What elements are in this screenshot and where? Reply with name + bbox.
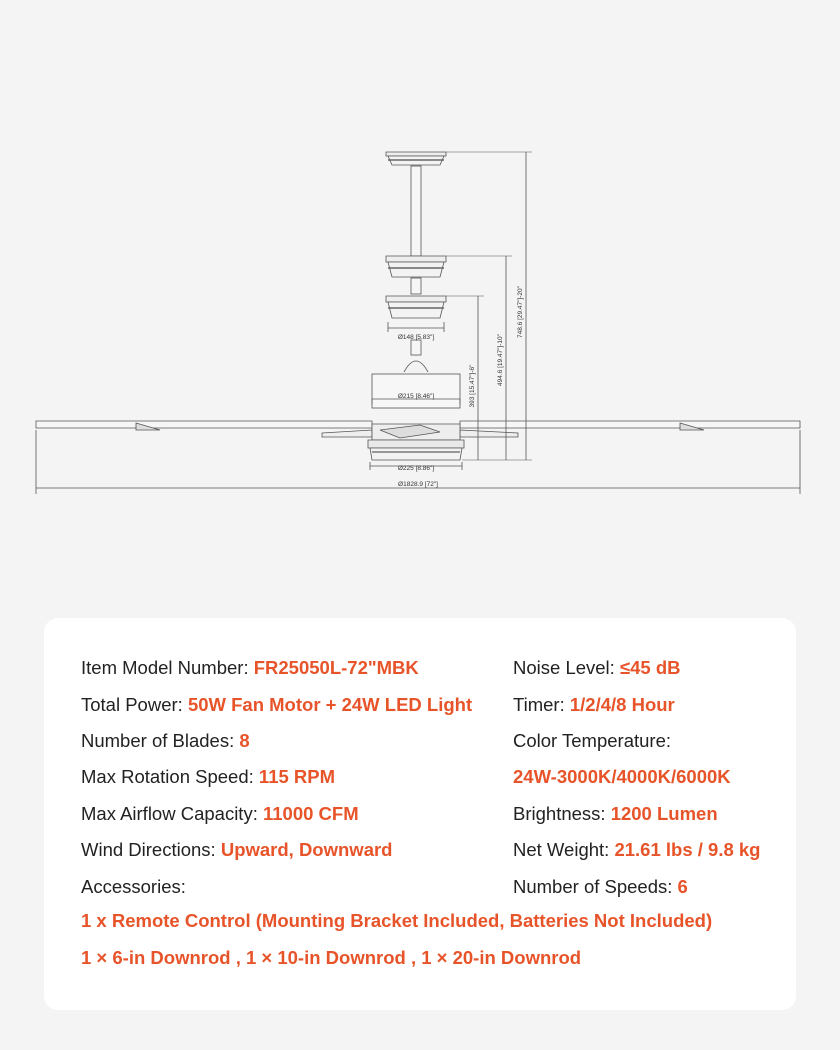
fan-blades [36, 421, 800, 440]
dim-canopy-dia: Ø148 [5.83"] [397, 334, 435, 341]
accessory-remote-control: 1 x Remote Control (Mounting Bracket Included, Batteries Not Included) [81, 910, 713, 931]
downrod [411, 166, 421, 256]
light-kit [368, 440, 464, 460]
spec-brightness: Brightness: 1200 Lumen [513, 803, 718, 824]
spec-timer: Timer: 1/2/4/8 Hour [513, 694, 675, 715]
motor-housing [372, 374, 460, 408]
spec-model-number: Item Model Number: FR25050L-72"MBK [81, 657, 419, 678]
spec-rotation-speed: Max Rotation Speed: 115 RPM [81, 766, 336, 787]
spec-color-temperature-label: Color Temperature: [513, 730, 672, 751]
spec-color-temperature-value: 24W-3000K/4000K/6000K [513, 766, 731, 787]
spec-blades: Number of Blades: 8 [81, 730, 250, 751]
spec-net-weight: Net Weight: 21.61 lbs / 9.8 kg [513, 839, 761, 860]
dim-span-dia: Ø1828.9 [72"] [398, 481, 438, 488]
spec-wind-directions: Wind Directions: Upward, Downward [81, 839, 393, 860]
accessory-downrods: 1 × 6-in Downrod , 1 × 10-in Downrod , 1 × 20-in Downrod [81, 947, 582, 968]
spec-accessories-label: Accessories: [81, 876, 186, 897]
upper-canopy [386, 296, 446, 318]
spec-total-power: Total Power: 50W Fan Motor + 24W LED Light [81, 694, 473, 715]
spec-airflow: Max Airflow Capacity: 11000 CFM [81, 803, 359, 824]
ceiling-canopy [386, 152, 446, 165]
dim-height-mid: 494.6 [19.47"]-10" [497, 334, 504, 386]
dim-light-dia: Ø225 [8.86"] [397, 465, 435, 472]
spec-noise-level: Noise Level: ≤45 dB [513, 657, 681, 678]
spec-speeds: Number of Speeds: 6 [513, 876, 688, 897]
mid-canopy [386, 256, 446, 277]
dim-height-short: 393 [15.47"]-6" [469, 364, 476, 408]
dim-height-long: 748.6 [29.47"]-20" [517, 286, 524, 338]
dim-motor-dia: Ø215 [8.46"] [397, 393, 435, 400]
